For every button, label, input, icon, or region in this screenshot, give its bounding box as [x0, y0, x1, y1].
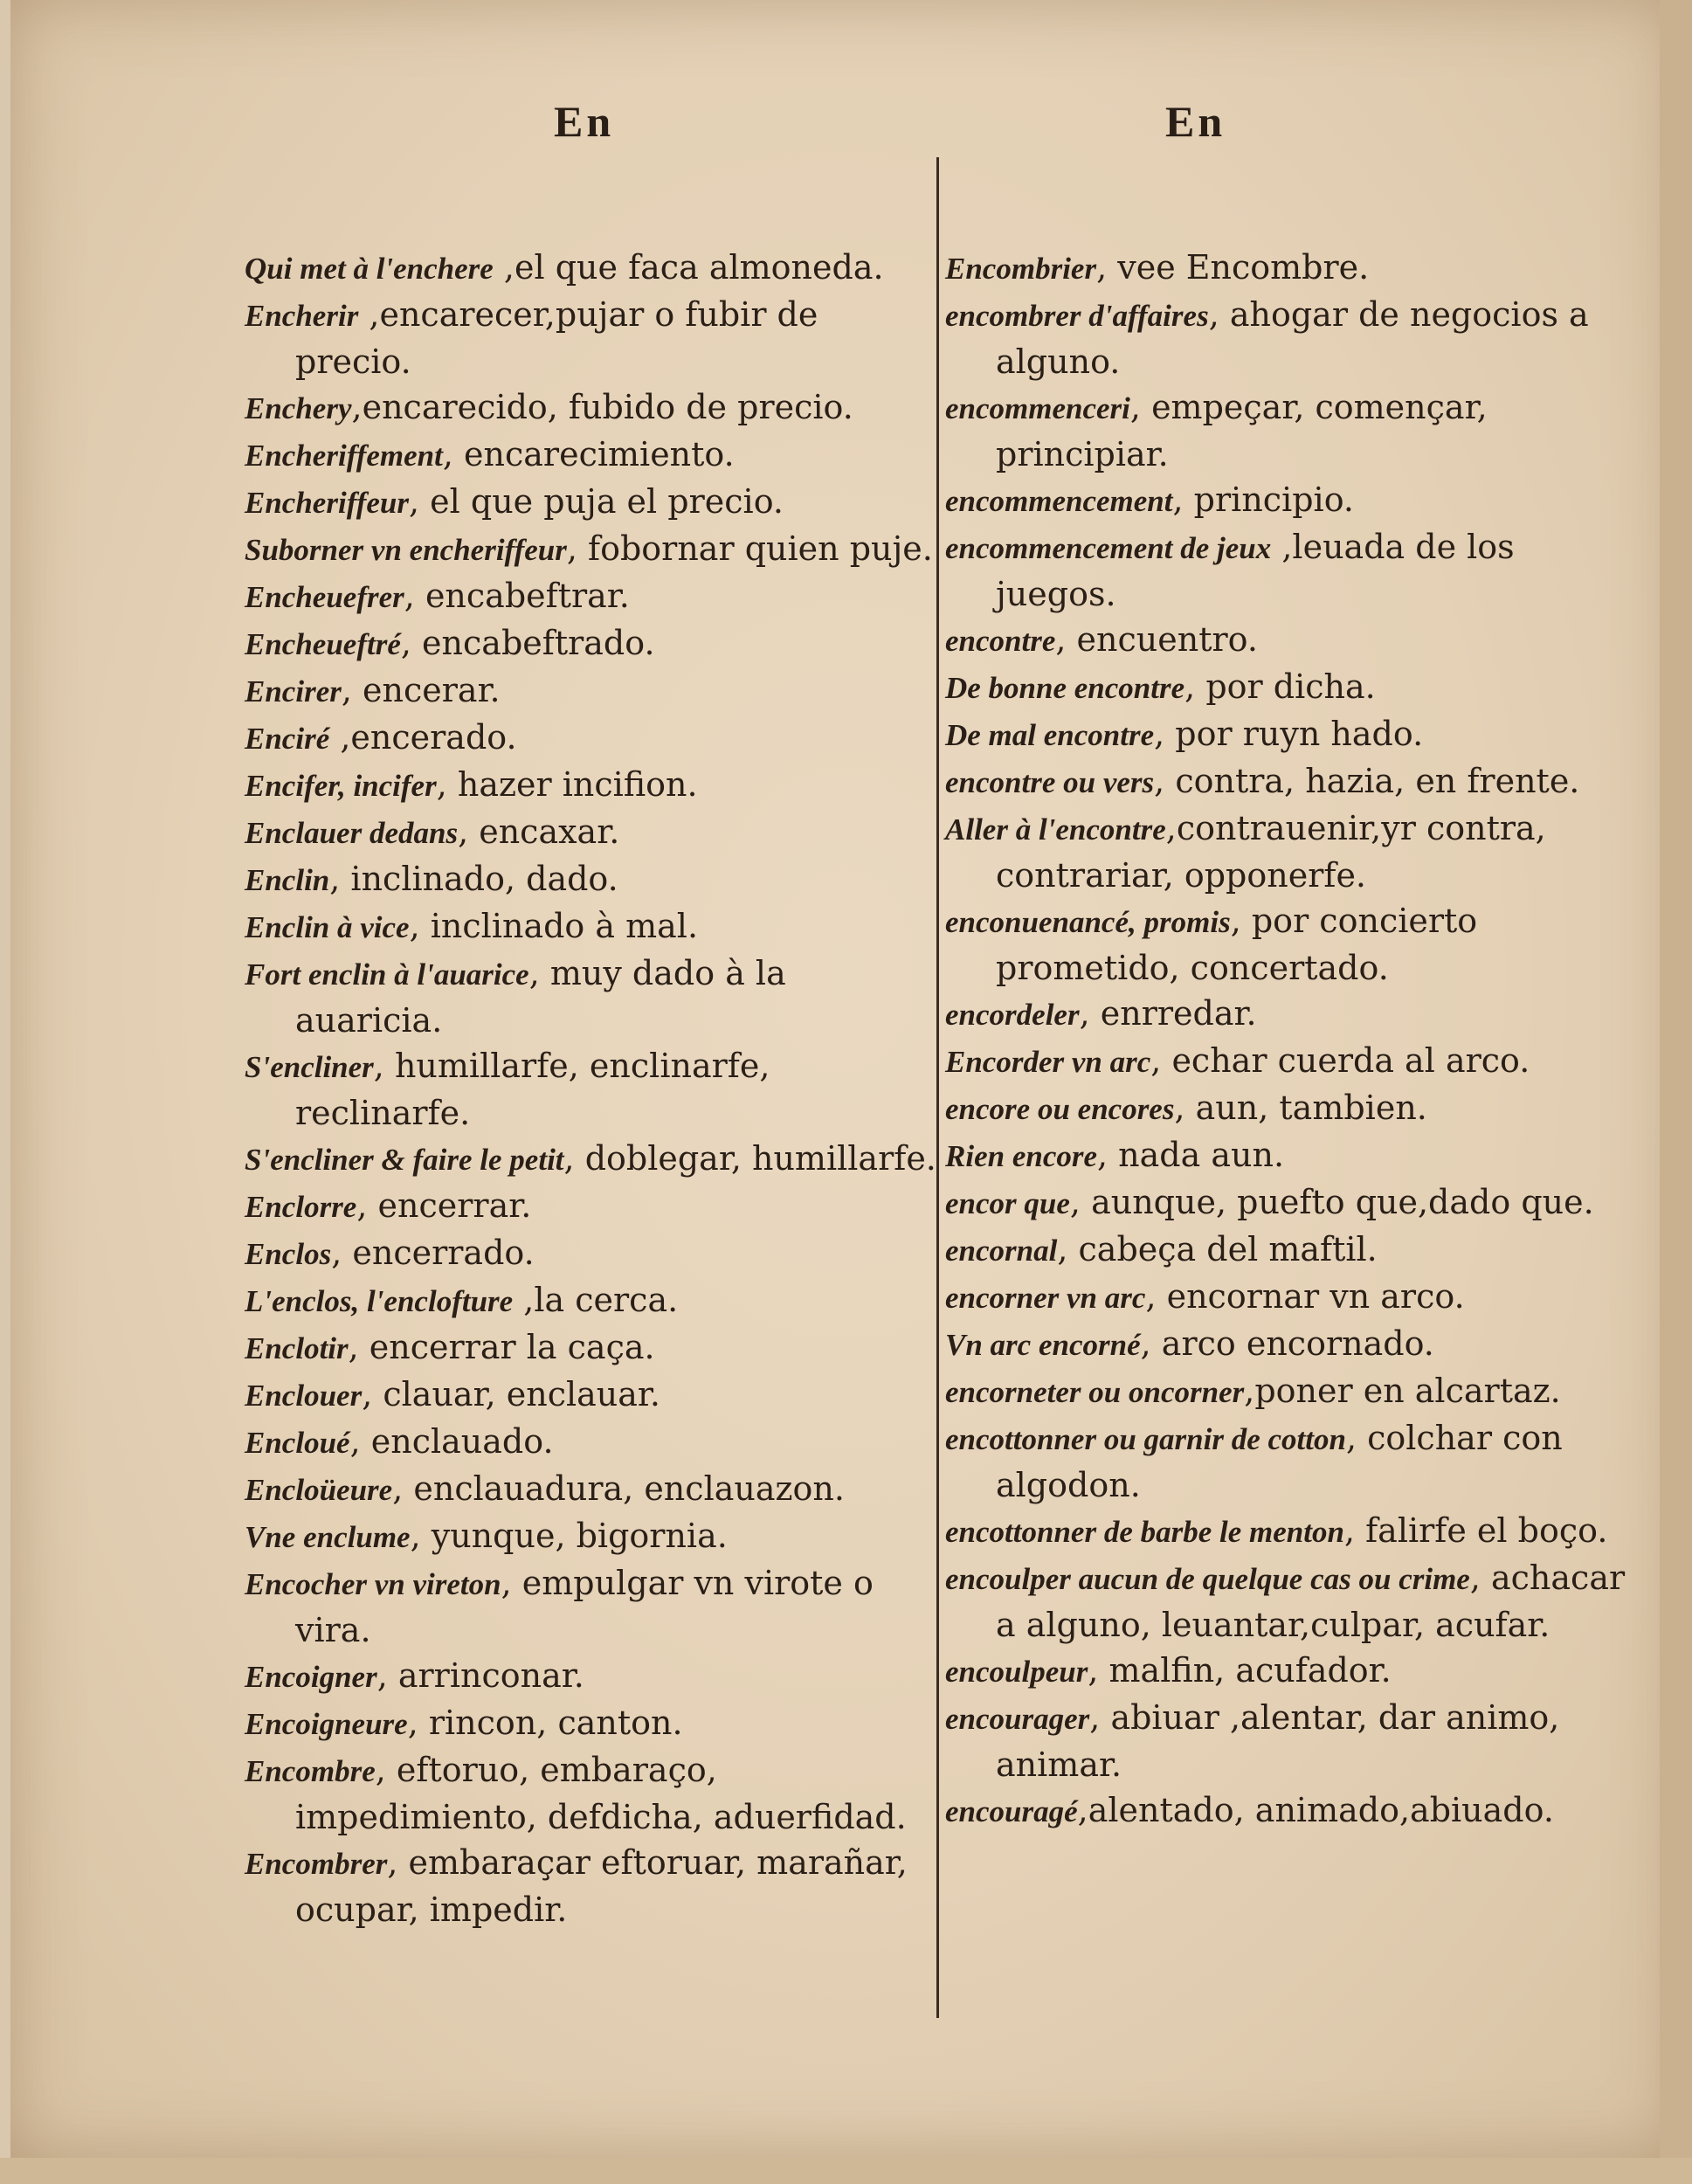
entry-headword: Enciré	[245, 722, 330, 756]
dictionary-entry	[245, 1840, 943, 1932]
entry-headword: Encheriffement	[245, 439, 443, 473]
entry-headword: Qui met à l'enchere	[245, 252, 494, 286]
dictionary-entry	[245, 1372, 943, 1419]
dictionary-entry	[245, 384, 943, 432]
entry-definition: , empulgar vn virote o vira.	[295, 1564, 874, 1649]
entry-definition: , por ruyn hado.	[1154, 715, 1424, 753]
entry-definition: , aun, tambien.	[1174, 1089, 1427, 1127]
entry-headword: De mal encontre	[945, 718, 1155, 752]
dictionary-entry	[245, 1466, 943, 1513]
dictionary-entry	[245, 1277, 943, 1324]
entry-headword: encouragé	[945, 1794, 1078, 1828]
entry-headword: encorneter ou oncorner	[945, 1375, 1245, 1409]
dictionary-entry	[245, 762, 943, 809]
entry-definition: ,alentado, animado,abiuado.	[1077, 1791, 1554, 1829]
entry-headword: Encheueftré	[245, 627, 401, 661]
dictionary-entry	[945, 524, 1635, 617]
dictionary-entry	[945, 898, 1635, 991]
dictionary-entry	[245, 1136, 943, 1183]
entry-headword: Encombre	[245, 1754, 376, 1788]
dictionary-entry	[945, 1415, 1635, 1508]
entry-definition: , encerar.	[341, 671, 501, 709]
entry-headword: Fort enclin à l'auarice	[245, 957, 529, 992]
entry-definition: , fobornar quien puje.	[566, 529, 933, 568]
entry-headword: L'enclos, l'enclofture	[245, 1284, 514, 1318]
entry-headword: encommenceri	[945, 391, 1130, 425]
dictionary-entry	[945, 1132, 1635, 1179]
entry-definition: , contra, hazia, en frente.	[1154, 762, 1580, 800]
entry-headword: Enchery	[245, 391, 352, 425]
dictionary-entry	[945, 617, 1635, 664]
left-header: En	[554, 97, 615, 146]
entry-definition: , empeçar, començar, principiar.	[996, 388, 1488, 473]
dictionary-entry	[945, 1555, 1635, 1648]
entry-headword: Vne enclume	[245, 1520, 411, 1554]
dictionary-entry	[245, 809, 943, 856]
entry-headword: Enclos	[245, 1237, 332, 1271]
entry-definition: , por concierto prometido, concertado.	[996, 902, 1478, 987]
entry-definition: , arco encornado.	[1140, 1324, 1434, 1363]
dictionary-entry	[245, 667, 943, 715]
entry-definition: , rincon, canton.	[407, 1704, 683, 1742]
entry-definition: , echar cuerda al arco.	[1150, 1041, 1530, 1080]
dictionary-entry	[245, 1230, 943, 1277]
entry-definition: , enclauadura, enclauazon.	[392, 1469, 845, 1508]
dictionary-entry	[245, 1513, 943, 1560]
entry-headword: encourager	[945, 1702, 1090, 1736]
entry-headword: De bonne encontre	[945, 671, 1185, 705]
entry-headword: Encirer	[245, 674, 342, 708]
entry-definition: , encornar vn arco.	[1145, 1277, 1465, 1316]
entry-definition: , encerrar.	[356, 1186, 532, 1225]
entry-definition: ,contrauenir,yr contra, contrariar, opponerfe.	[996, 809, 1546, 895]
entry-definition: , vee Encombre.	[1096, 248, 1370, 287]
dictionary-entry	[945, 1274, 1635, 1321]
dictionary-entry	[945, 1508, 1635, 1555]
dictionary-entry	[945, 1085, 1635, 1132]
entry-definition: , enclauado.	[349, 1422, 554, 1461]
dictionary-entry	[945, 1179, 1635, 1227]
entry-headword: encoulper aucun de quelque cas ou crime	[945, 1562, 1470, 1596]
dictionary-entry	[945, 1227, 1635, 1274]
entry-headword: encontre ou vers	[945, 765, 1155, 799]
entry-definition: ,el que faca almoneda.	[493, 248, 884, 287]
entry-definition: , yunque, bigornia.	[410, 1517, 728, 1555]
entry-definition: ,poner en alcartaz.	[1244, 1372, 1561, 1410]
dictionary-entry	[945, 805, 1635, 898]
dictionary-entry	[245, 715, 943, 762]
entry-headword: encornal	[945, 1234, 1058, 1268]
entry-definition: , encaxar.	[458, 812, 620, 851]
dictionary-entry	[245, 856, 943, 903]
entry-definition: , colchar con algodon.	[996, 1419, 1563, 1504]
entry-headword: Enclotir	[245, 1331, 349, 1365]
entry-headword: enconuenancé, promis	[945, 905, 1231, 939]
entry-definition: ,leuada de los juegos.	[996, 528, 1515, 613]
entry-definition: , clauar, enclauar.	[362, 1375, 660, 1413]
dictionary-entry	[945, 1038, 1635, 1085]
entry-definition: , encerrar la caça.	[348, 1328, 655, 1366]
entry-headword: Encorder vn arc	[945, 1045, 1151, 1079]
entry-headword: encorner vn arc	[945, 1281, 1146, 1315]
entry-definition: ,encarecido, fubido de precio.	[351, 388, 853, 426]
dictionary-page	[10, 0, 1677, 2158]
dictionary-entry	[945, 1695, 1635, 1787]
left-entries	[245, 245, 943, 1932]
entry-headword: Encheuefrer	[245, 580, 404, 614]
dictionary-entry	[245, 1653, 943, 1700]
entry-headword: Encoigneure	[245, 1707, 408, 1741]
right-header: En	[1165, 97, 1226, 146]
dictionary-entry	[245, 1183, 943, 1230]
entry-definition: , por dicha.	[1184, 667, 1376, 706]
dictionary-entry	[945, 245, 1635, 292]
dictionary-entry	[245, 1700, 943, 1747]
entry-headword: S'encliner & faire le petit	[245, 1143, 564, 1177]
entry-headword: Encheriffeur	[245, 486, 409, 520]
dictionary-entry	[245, 526, 943, 573]
dictionary-entry	[945, 384, 1635, 477]
entry-definition: , nada aun.	[1097, 1136, 1285, 1174]
entry-definition: , cabeça del maftil.	[1057, 1230, 1378, 1268]
right-entries	[945, 245, 1635, 1835]
entry-headword: encordeler	[945, 998, 1080, 1032]
entry-headword: encombrer d'affaires	[945, 299, 1209, 333]
entry-headword: Aller à l'encontre	[945, 812, 1166, 847]
entry-definition: , encarecimiento.	[442, 435, 735, 473]
entry-definition: , el que puja el precio.	[409, 482, 784, 521]
dictionary-entry	[245, 292, 943, 384]
entry-definition: , encabeftrar.	[404, 577, 630, 615]
entry-definition: , arrinconar.	[376, 1656, 584, 1695]
entry-headword: Encifer, incifer	[245, 769, 437, 803]
entry-headword: Vn arc encorné	[945, 1328, 1141, 1362]
entry-headword: encommencement de jeux	[945, 531, 1272, 565]
entry-definition: , inclinado, dado.	[329, 860, 618, 898]
entry-headword: encontre	[945, 624, 1056, 658]
dictionary-entry	[945, 1368, 1635, 1415]
dictionary-entry	[245, 1747, 943, 1840]
entry-definition: , encuentro.	[1055, 620, 1258, 659]
dictionary-entry	[245, 1419, 943, 1466]
entry-headword: S'encliner	[245, 1050, 374, 1084]
dictionary-entry	[245, 432, 943, 479]
dictionary-entry	[945, 1321, 1635, 1368]
entry-headword: Encombrer	[245, 1847, 388, 1881]
entry-headword: encottonner de barbe le menton	[945, 1515, 1344, 1549]
entry-headword: encore ou encores	[945, 1092, 1175, 1126]
entry-definition: , ahogar de negocios a alguno.	[996, 295, 1589, 381]
dictionary-entry	[245, 1324, 943, 1372]
entry-headword: Encoigner	[245, 1660, 377, 1694]
entry-headword: Enclin à vice	[245, 910, 410, 944]
entry-definition: , principio.	[1172, 480, 1354, 519]
dictionary-entry	[945, 711, 1635, 758]
dictionary-entry	[245, 1560, 943, 1653]
entry-headword: Encherir	[245, 299, 359, 333]
entry-headword: Enclorre	[245, 1190, 357, 1224]
dictionary-entry	[945, 1787, 1635, 1835]
entry-definition: , encabeftrado.	[400, 624, 655, 662]
entry-definition: , encerrado.	[331, 1234, 535, 1272]
dictionary-entry	[245, 245, 943, 292]
dictionary-entry	[245, 573, 943, 620]
entry-headword: Enclouer	[245, 1379, 363, 1413]
entry-definition: ,la cerca.	[513, 1281, 679, 1319]
entry-definition: , achacar a alguno, leuantar,culpar, acufar.	[996, 1559, 1626, 1644]
entry-definition: , embaraçar eftoruar, marañar, ocupar, impedir.	[295, 1843, 908, 1929]
entry-definition: , enrredar.	[1079, 994, 1257, 1033]
dictionary-entry	[945, 477, 1635, 524]
entry-headword: encottonner ou garnir de cotton	[945, 1422, 1346, 1456]
entry-definition: , doblegar, humillarfe.	[563, 1139, 936, 1178]
entry-headword: Suborner vn encheriffeur	[245, 533, 567, 567]
entry-definition: ,encerado.	[329, 718, 517, 757]
dictionary-entry	[245, 479, 943, 526]
entry-definition: , muy dado à la auaricia.	[295, 954, 786, 1040]
dictionary-entry	[245, 903, 943, 950]
dictionary-entry	[945, 991, 1635, 1038]
entry-definition: , aunque, puefto que,dado que.	[1069, 1183, 1594, 1221]
dictionary-entry	[245, 1043, 943, 1136]
dictionary-entry	[245, 620, 943, 667]
entry-headword: Rien encore	[945, 1139, 1098, 1173]
entry-headword: Encombrier	[945, 252, 1097, 286]
entry-headword: Encloüeure	[245, 1473, 393, 1507]
entry-definition: , hazer incifion.	[436, 765, 698, 804]
entry-headword: Encocher vn vireton	[245, 1567, 501, 1601]
entry-headword: encommencement	[945, 484, 1173, 518]
entry-definition: , humillarfe, enclinarfe, reclinarfe.	[295, 1047, 770, 1132]
dictionary-entry	[945, 758, 1635, 805]
entry-headword: Enclin	[245, 863, 330, 897]
dictionary-entry	[945, 292, 1635, 384]
page-edge-bottom	[0, 2158, 1692, 2184]
dictionary-entry	[245, 950, 943, 1043]
entry-headword: encoulpeur	[945, 1655, 1088, 1689]
entry-definition: , abiuar ,alentar, dar animo, animar.	[996, 1698, 1560, 1784]
dictionary-entry	[945, 664, 1635, 711]
entry-definition: , malfin, acufador.	[1088, 1651, 1392, 1690]
entry-headword: encor que	[945, 1186, 1070, 1220]
entry-definition: , eftoruo, embaraço, impedimiento, defdicha, aduerfidad.	[295, 1751, 907, 1836]
entry-definition: , falirfe el boço.	[1343, 1511, 1608, 1550]
dictionary-entry	[945, 1648, 1635, 1695]
entry-definition: ,encarecer,pujar o fubir de precio.	[295, 295, 818, 381]
entry-definition: , inclinado à mal.	[409, 907, 699, 945]
page-edge-right	[1660, 0, 1692, 2184]
entry-headword: Enclauer dedans	[245, 816, 459, 850]
entry-headword: Encloué	[245, 1426, 350, 1460]
